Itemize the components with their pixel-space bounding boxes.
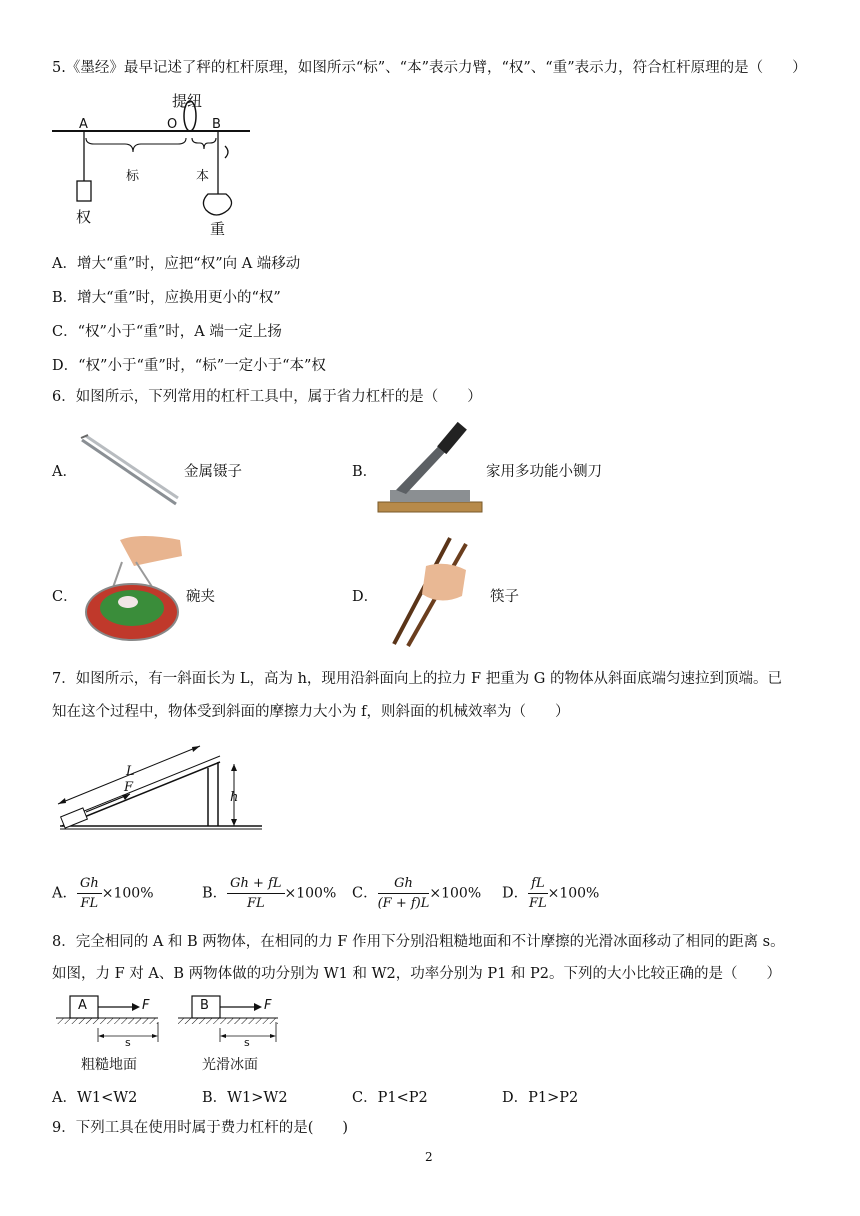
q8-label-F2: F xyxy=(264,998,272,1013)
q7-option-c-fraction xyxy=(378,876,430,911)
q7-option-c-percent: ×100% xyxy=(429,885,482,902)
q8-option-b: B．W1>W2 xyxy=(202,1090,288,1106)
q8-label-A: A xyxy=(78,998,87,1013)
q7-option-c-denominator: (F + f)L xyxy=(377,896,430,911)
q7-option-b-letter: B． xyxy=(202,885,228,902)
q7-label-F: F xyxy=(124,780,134,795)
q8-stem-line2: 如图，力 F 对 A、B 两物体做的功分别为 W1 和 W2，功率分别为 P1 和 P2。下列的大小比较正确的是（ ） xyxy=(52,966,781,982)
q5-label-quan: 权 xyxy=(76,208,92,226)
q6-option-c-name: 碗夹 xyxy=(186,589,215,605)
q5-label-zhong: 重 xyxy=(210,220,226,238)
q6-option-d-letter: D． xyxy=(352,589,379,605)
q8-label-s1: s xyxy=(125,1036,131,1049)
q7-option-d-percent: ×100% xyxy=(547,885,600,902)
q6-option-d-name: 筷子 xyxy=(490,589,519,605)
q7-option-c-letter: C． xyxy=(352,885,378,902)
q7-option-b xyxy=(202,876,336,911)
q6-stem: 6．如图所示，下列常用的杠杆工具中，属于省力杠杆的是（ ） xyxy=(52,389,482,405)
q8-label-ice: 光滑冰面 xyxy=(202,1057,258,1073)
q7-option-b-numerator: Gh + fL xyxy=(227,876,284,894)
q7-option-d-numerator: fL xyxy=(528,876,547,894)
q7-option-d-fraction xyxy=(528,876,547,911)
q7-stem-line1: 7．如图所示，有一斜面长为 L，高为 h，现用沿斜面向上的拉力 F 把重为 G 的物体从斜面底端匀速拉到顶端。已 xyxy=(52,671,782,687)
q7-option-a-percent: ×100% xyxy=(101,885,154,902)
q5-option-b: B．增大“重”时，应换用更小的“权” xyxy=(52,290,281,306)
q7-incline-figure xyxy=(48,740,268,832)
q5-stem: 5.《墨经》最早记述了秤的杠杆原理，如图所示“标”、“本”表示力臂，“权”、“重”表示力，符合杠杆原理的是（ ） xyxy=(52,60,807,76)
chopsticks-image xyxy=(386,536,476,648)
q5-label-A: A xyxy=(79,117,88,132)
q5-label-tizu: 提纽 xyxy=(172,92,203,110)
q5-option-a: A．增大“重”时，应把“权”向 A 端移动 xyxy=(52,256,301,272)
q8-stem-line1: 8．完全相同的 A 和 B 两物体，在相同的力 F 作用下分别沿粗糙地面和不计摩擦的光滑冰面移动了相同的距离 s。 xyxy=(52,934,785,950)
q7-option-b-denominator: FL xyxy=(247,896,265,911)
q8-label-s2: s xyxy=(244,1036,250,1049)
q7-option-c-numerator: Gh xyxy=(378,876,430,894)
q8-option-c: C．P1<P2 xyxy=(352,1090,428,1106)
q7-option-c xyxy=(352,876,481,911)
q7-option-b-fraction xyxy=(227,876,284,911)
q5-option-c: C．“权”小于“重”时，A 端一定上扬 xyxy=(52,324,282,340)
bowl-clip-image xyxy=(80,532,185,644)
page-number: 2 xyxy=(425,1150,433,1164)
q6-option-b-name: 家用多功能小铡刀 xyxy=(486,464,602,480)
q7-option-a-letter: A． xyxy=(52,885,77,902)
q5-option-d: D．“权”小于“重”时，“标”一定小于“本”权 xyxy=(52,358,326,374)
q7-stem-line2: 知在这个过程中，物体受到斜面的摩擦力大小为 f，则斜面的机械效率为（ ） xyxy=(52,704,570,720)
q7-option-d-denominator: FL xyxy=(529,896,547,911)
q7-label-h: h xyxy=(230,790,239,805)
q7-label-L: L xyxy=(126,764,135,779)
q8-label-F1: F xyxy=(142,998,150,1013)
q6-option-a-letter: A． xyxy=(52,464,77,480)
q6-option-a-name: 金属镊子 xyxy=(184,464,242,480)
q7-option-a xyxy=(52,876,154,911)
q9-stem: 9．下列工具在使用时属于费力杠杆的是( ) xyxy=(52,1120,349,1136)
q7-option-a-denominator: FL xyxy=(80,896,99,911)
q6-option-c-letter: C． xyxy=(52,589,78,605)
q7-option-a-fraction xyxy=(77,876,102,911)
q7-option-d-letter: D． xyxy=(502,885,529,902)
q5-label-B: B xyxy=(212,117,221,132)
q7-option-d xyxy=(502,876,599,911)
q5-label-O: O xyxy=(167,117,178,132)
q8-label-B: B xyxy=(200,998,209,1013)
chopper-image xyxy=(376,420,484,516)
q8-force-figure xyxy=(54,992,294,1054)
q8-option-d: D．P1>P2 xyxy=(502,1090,579,1106)
q5-label-ben: 本 xyxy=(196,169,210,184)
tweezers-image xyxy=(78,432,183,512)
q8-option-a: A．W1<W2 xyxy=(52,1090,138,1106)
q7-option-b-percent: ×100% xyxy=(284,885,337,902)
q5-label-biao: 标 xyxy=(126,169,140,184)
q7-option-a-numerator: Gh xyxy=(77,876,102,894)
q8-label-rough: 粗糙地面 xyxy=(81,1057,137,1073)
q6-option-b-letter: B． xyxy=(352,464,378,480)
